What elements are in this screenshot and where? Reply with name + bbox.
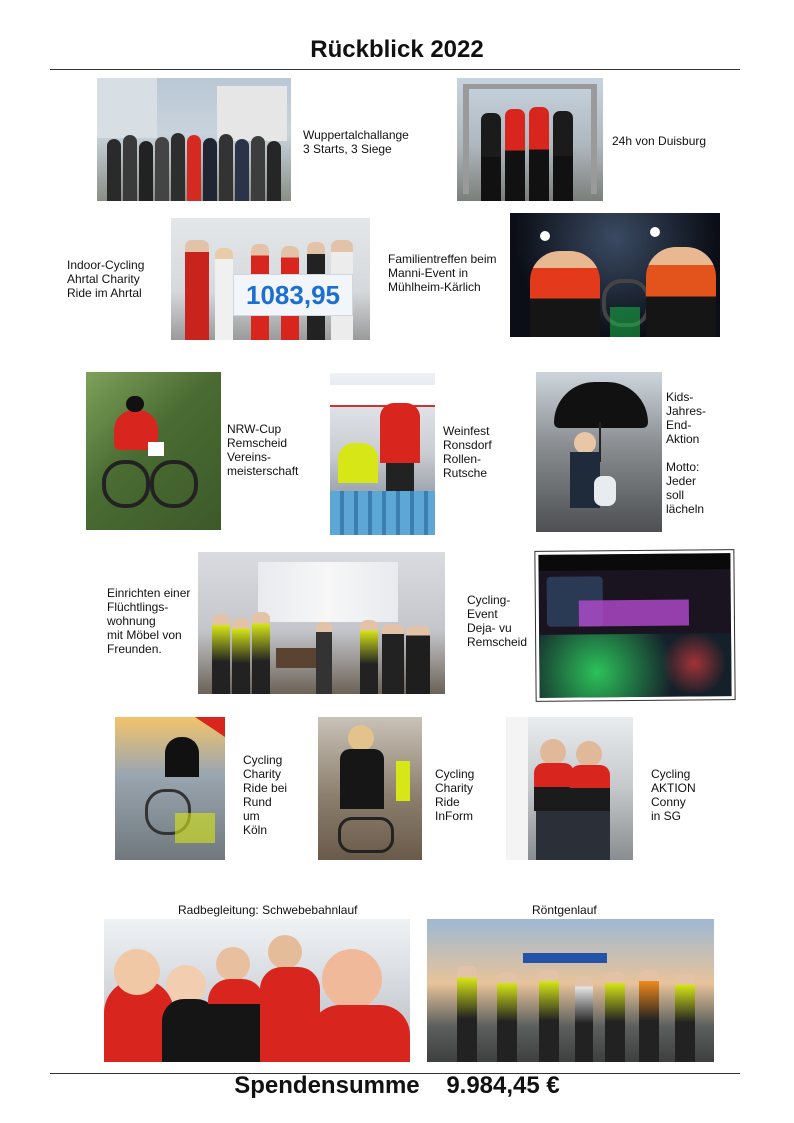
photo-kids-umbrella bbox=[536, 372, 662, 532]
donation-sign: 1083,95 bbox=[233, 274, 353, 316]
photo-deja-vu-event bbox=[535, 550, 734, 701]
caption-weinfest: Weinfest Ronsdorf Rollen- Rutsche bbox=[443, 424, 492, 480]
caption-nrw: NRW-Cup Remscheid Vereins- meisterschaft bbox=[227, 422, 299, 478]
photo-manni-event bbox=[510, 213, 720, 337]
caption-ahrtal: Indoor-Cycling Ahrtal Charity Ride im Ahrtal bbox=[67, 258, 145, 300]
caption-koeln: Cycling Charity Ride bei Rund um Köln bbox=[243, 753, 288, 837]
caption-kids: Kids- Jahres- End- Aktion Motto: Jeder soll lächeln bbox=[666, 390, 707, 516]
total-value: 9.984,45 € bbox=[446, 1072, 560, 1099]
page-title: Rückblick 2022 bbox=[310, 36, 484, 63]
photo-duisburg-team bbox=[457, 78, 603, 201]
caption-fluechtling: Einrichten einer Flüchtlings- wohnung mit Möbel von Freunden. bbox=[107, 586, 191, 656]
photo-schwebebahnlauf-selfie bbox=[104, 919, 410, 1062]
caption-wuppertal: Wuppertalchallange 3 Starts, 3 Siege bbox=[303, 128, 409, 156]
photo-weinfest-slide bbox=[330, 373, 435, 535]
photo-inform-studio bbox=[318, 717, 422, 860]
photo-fluechtlingswohnung bbox=[198, 552, 445, 694]
donation-total bbox=[0, 1072, 794, 1100]
caption-conny: Cycling AKTION Conny in SG bbox=[651, 767, 696, 823]
photo-ahrtal-check bbox=[171, 218, 370, 340]
photo-roentgenlauf-riders bbox=[427, 919, 714, 1062]
total-label: Spendensumme bbox=[234, 1072, 420, 1099]
caption-duisburg: 24h von Duisburg bbox=[612, 134, 707, 148]
photo-conny-aktion bbox=[506, 717, 633, 860]
photo-nrw-cup-rider bbox=[86, 372, 221, 530]
caption-schwebebahn: Radbegleitung: Schwebebahnlauf bbox=[178, 903, 358, 917]
caption-familie: Familientreffen beim Manni-Event in Mühlheim-Kärlich bbox=[388, 252, 497, 294]
photo-rund-um-koeln bbox=[115, 717, 225, 860]
caption-dejavu: Cycling- Event Deja- vu Remscheid bbox=[467, 593, 528, 649]
top-divider bbox=[50, 69, 740, 70]
caption-inform: Cycling Charity Ride InForm bbox=[435, 767, 475, 823]
photo-wuppertal-group bbox=[97, 78, 291, 201]
caption-roentgen: Röntgenlauf bbox=[532, 903, 597, 917]
